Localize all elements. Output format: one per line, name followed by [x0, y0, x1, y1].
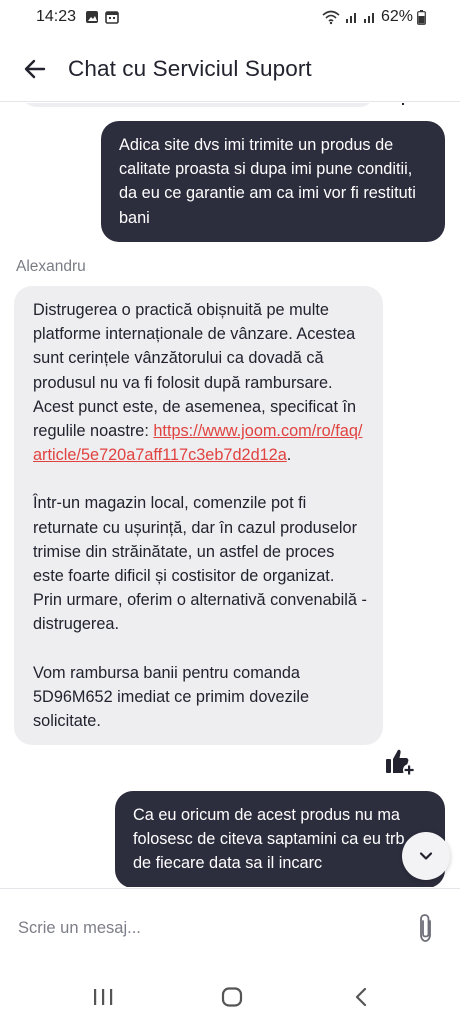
- battery-icon: [417, 10, 426, 25]
- chevron-down-icon: [417, 847, 435, 865]
- image-icon: [85, 10, 99, 24]
- status-bar: [0, 0, 460, 36]
- system-back-button[interactable]: [346, 982, 376, 1012]
- thumbs-up-plus-icon[interactable]: [388, 103, 410, 107]
- thumbs-up-plus-icon: [384, 746, 416, 778]
- previous-message-bubble: [22, 103, 374, 107]
- wifi-icon: [321, 9, 341, 25]
- system-nav-bar: [0, 966, 460, 1024]
- back-icon: [351, 986, 371, 1008]
- like-reaction-button[interactable]: [384, 746, 416, 778]
- outgoing-message: Adica site dvs imi trimite un produs de calitate proasta si dupa imi pune conditii, da eu ce garantie am ca imi vor fi restituti bani: [101, 121, 445, 242]
- signal-icon: [345, 10, 359, 24]
- message-paragraph: Vom rambursa banii pentru comanda 5D96M652 imediat ce primim dovezile solicitate.: [33, 663, 309, 731]
- recents-icon: [92, 987, 114, 1007]
- arrow-left-icon: [23, 57, 47, 81]
- message-input[interactable]: [18, 915, 398, 941]
- attach-button[interactable]: [412, 911, 440, 945]
- home-button[interactable]: [217, 982, 247, 1012]
- battery-percent: 62%: [380, 8, 413, 25]
- scroll-to-bottom-button[interactable]: [402, 832, 450, 880]
- chat-messages[interactable]: [0, 103, 460, 887]
- signal-icon: [363, 10, 377, 24]
- message-paragraph: Într-un magazin local, comenzile pot fi returnate cu ușurință, dar în cazul produselor trimise din străinătate, un astfel de proces este foarte dificil și costisitor de organizat. Prin urmare, oferim o alternativă convenabilă - distrugerea.: [33, 494, 367, 634]
- home-icon: [221, 986, 243, 1008]
- incoming-message: [14, 286, 383, 745]
- calendar-icon: [105, 10, 119, 24]
- paperclip-icon: [416, 913, 436, 943]
- message-composer: [0, 888, 460, 966]
- page-title: Chat cu Serviciul Suport: [68, 56, 312, 81]
- outgoing-message: Ca eu oricum de acest produs nu ma folosesc de citeva saptamini ca eu trb de fiecare data sa il incarc: [115, 791, 445, 887]
- app-header: [0, 36, 460, 102]
- message-paragraph: Distrugerea o practică obișnuită pe multe platforme internaționale de vânzare. Acestea sunt cerințele vânzătorului ca dovadă că produsul nu va fi folosit după rambursare. Acest punct este, de asemenea, specificat în regulile noastre: https://www.joom.com/ro/faq/article/5e720a7aff117c3eb7d2d12a.: [33, 301, 363, 465]
- status-time: 14:23: [36, 8, 77, 25]
- faq-article-link[interactable]: https://www.joom.com/ro/faq/article/5e720a7aff117c3eb7d2d12a: [33, 422, 363, 465]
- recents-button[interactable]: [88, 982, 118, 1012]
- sender-name: Alexandru: [16, 258, 86, 275]
- back-button[interactable]: [20, 54, 50, 84]
